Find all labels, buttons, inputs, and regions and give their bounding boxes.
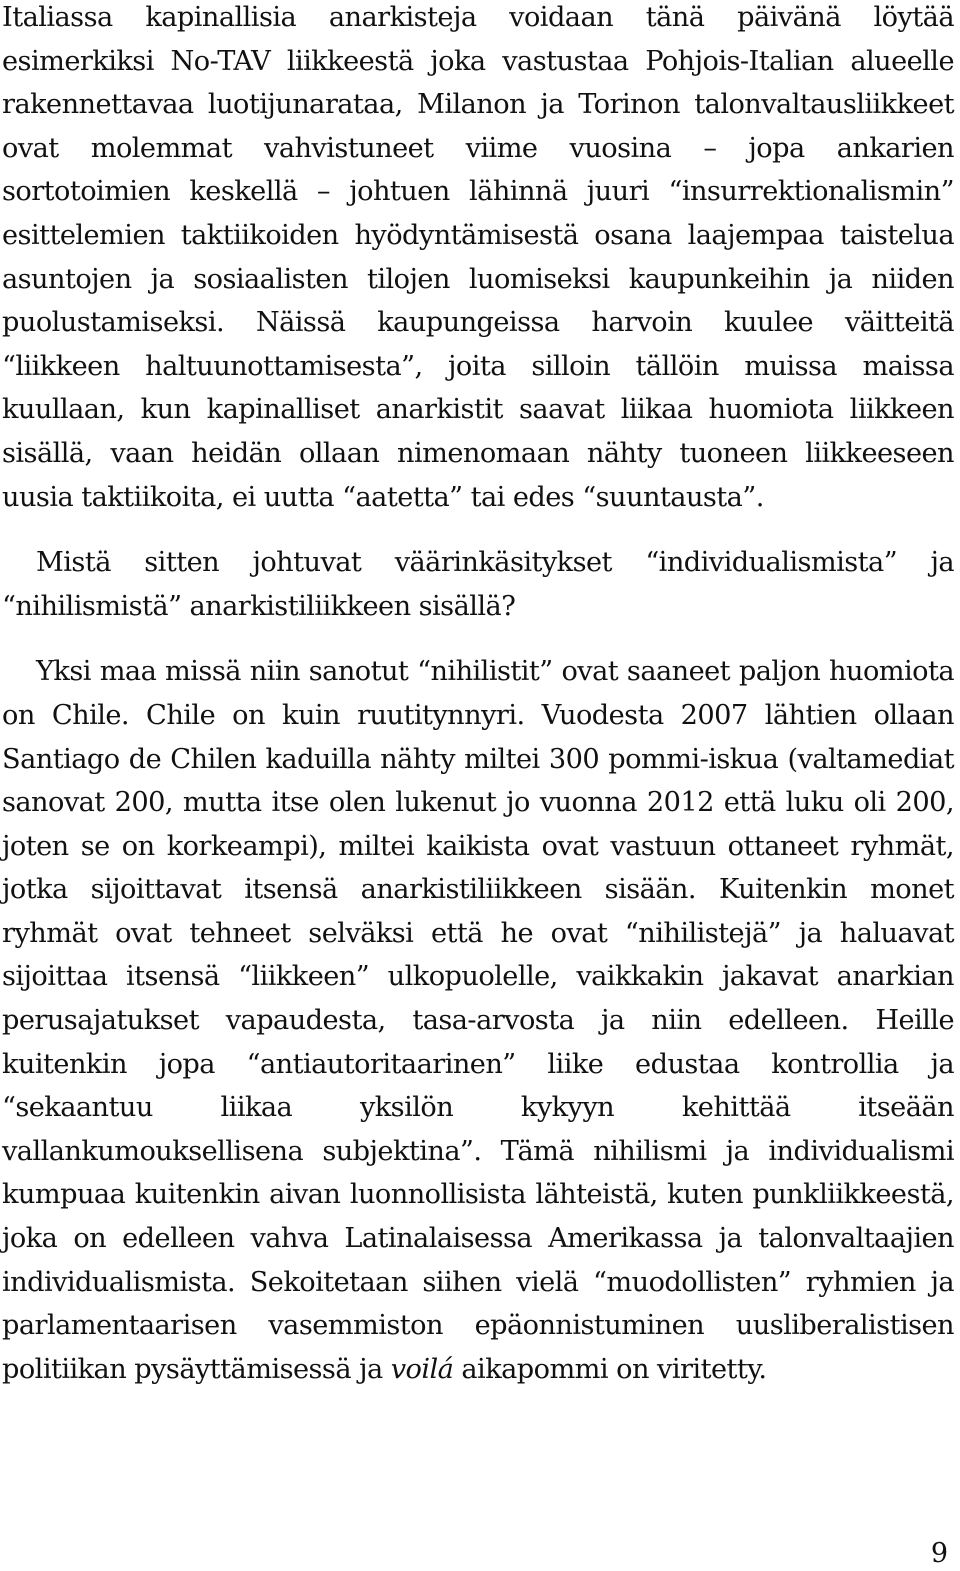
paragraph-chile [2,650,954,1391]
paragraph-text: Yksi maa missä niin sanotut “nihilistit” ovat saaneet paljon huomiota on Chile. Chile on kuin ruutitynnyri. Vuodesta 2007 lähtien ollaan Santiago de Chilen kaduilla nähty miltei 300 pommi-iskua (valtamediat sanovat 200, mutta itse olen lukenut jo vuonna 2012 että luku oli 200, joten se on korkeampi), miltei kaikista ovat vastuun ottaneet ryhmät, jotka sijoittavat itsensä anarkistiliikkeen sisään. Kuitenkin monet ryhmät ovat tehneet selväksi että he ovat “nihilistejä” ja haluavat sijoittaa itsensä “liikkeen” ulkopuolelle, vaikkakin jakavat anarkian perusajatukset vapaudesta, tasa-arvosta ja niin edelleen. Heille kuitenkin jopa “antiautoritaarinen” liike edustaa kontrollia ja “sekaantuu liikaa yksilön kykyyn kehittää itseään vallankumouksellisena subjektina”. Tämä nihilismi ja individualismi kumpuaa kuitenkin aivan luonnollisista lähteistä, kuten punkliikkeestä, joka on edelleen vahva Latinalaisessa Amerikassa ja talonvaltaajien individualismista. Sekoitetaan siihen vielä “muodollisten” ryhmien ja parlamentaarisen vasemmiston epäonnistuminen uusliberalistisen politiikan pysäyttämisessä ja [2,656,954,1385]
paragraph-text: Italiassa kapinallisia anarkisteja voidaan tänä päivänä löytää esimerkiksi No-TAV liikkeestä joka vastustaa Pohjois-Italian alueelle rakennettavaa luotijunarataa, Milanon ja Torinon talonvaltausliikkeet ovat molemmat vahvistuneet viime vuosina – jopa ankarien sortotoimien keskellä – johtuen lähinnä juuri “insurrektionalismin” esittelemien taktiikoiden hyödyntämisestä osana laajempaa taistelua asuntojen ja sosiaalisten tilojen luomiseksi kaupunkeihin ja niiden puolustamiseksi. Näissä kaupungeissa harvoin kuulee väitteitä “liikkeen haltuunottamisesta”, joita silloin tällöin muissa maissa kuullaan, kun kapinalliset anarkistit saavat liikaa huomiota liikkeen sisällä, vaan heidän ollaan nimenomaan nähty tuoneen liikkeeseen uusia taktiikoita, ei uutta “aatetta” tai edes “suuntausta”. [2,2,954,513]
paragraph-question [2,541,954,628]
italic-word: voilá [390,1353,454,1385]
paragraph-text-end: aikapommi on viritetty. [453,1353,767,1385]
paragraph-text: Mistä sitten johtuvat väärinkäsitykset “individualismista” ja “nihilismistä” anarkistiliikkeen sisällä? [2,547,954,622]
body-text [2,0,954,1391]
paragraph-italy-movements [2,0,954,519]
page-number: 9 [930,1538,948,1569]
